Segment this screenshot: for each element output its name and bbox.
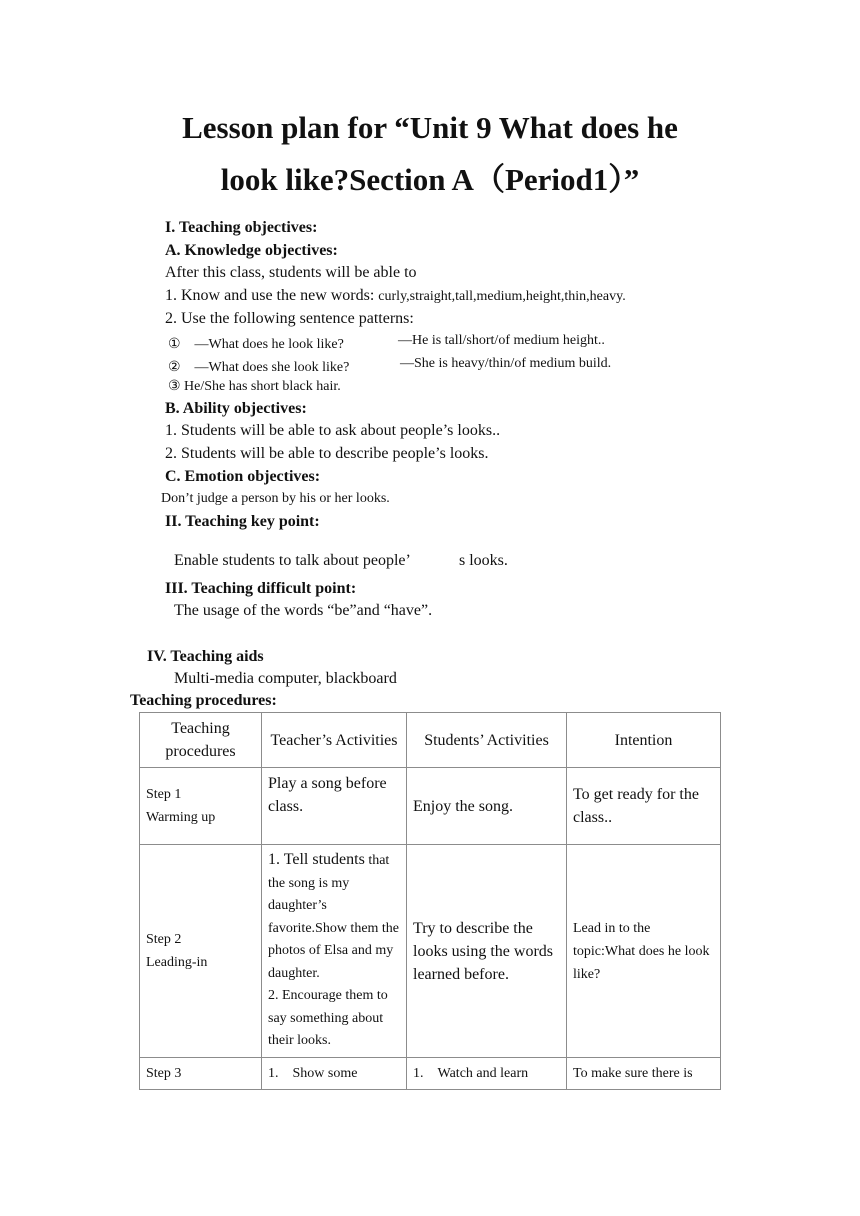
ability-heading: B. Ability objectives: [165,400,307,417]
table-row [140,768,721,845]
intention: Lead in to the topic:What does he look like? [567,845,721,1058]
key-point-text-a: Enable students to talk about people’ [174,552,411,569]
step-label: Step 1 [146,787,182,802]
knowledge-item-2: 2. Use the following sentence patterns: [165,310,414,327]
step-cell [140,845,262,1058]
knowledge-item-1-main: 1. Know and use the new words: [165,287,379,304]
new-words: curly,straight,tall,medium,height,thin,heavy. [378,289,626,304]
step-cell [140,768,262,845]
pattern-1-answer: —He is tall/short/of medium height.. [398,333,605,348]
objectives-intro: After this class, students will be able to [165,264,417,281]
table-row [140,845,721,1058]
difficult-point-heading: III. Teaching difficult point: [165,580,357,597]
ability-2: 2. Students will be able to describe people’s looks. [165,445,489,462]
teacher-activity [262,845,407,1058]
pattern-2-question: ② —What does she look like? [168,360,350,375]
pattern-1-question: ① —What does he look like? [168,337,344,352]
ability-1: 1. Students will be able to ask about people’s looks.. [165,422,501,439]
teacher-activity-1-lead: 1. Tell students [268,851,365,869]
teacher-activity-1 [268,849,400,985]
stage-label: Warming up [146,810,216,825]
teacher-activity-1-rest: that the song is my daughter’s favorite.Show them the photos of Elsa and my daughter. [268,853,400,981]
difficult-point-text: The usage of the words “be”and “have”. [174,602,433,619]
title-line-2: look like?Section A（Period1）” [220,162,640,197]
header-procedures: Teaching procedures [140,713,262,768]
step-label: Step 3 [140,1058,262,1090]
intention: To make sure there is [567,1058,721,1090]
key-point-heading: II. Teaching key point: [165,513,320,530]
table-row [140,1058,721,1090]
header-teacher: Teacher’s Activities [262,713,407,768]
knowledge-heading: A. Knowledge objectives: [165,242,338,259]
aids-heading: IV. Teaching aids [147,648,264,665]
pattern-2-answer: —She is heavy/thin/of medium build. [400,356,612,371]
emotion-text: Don’t judge a person by his or her looks. [161,491,390,506]
pattern-3: ③ He/She has short black hair. [168,379,341,394]
knowledge-item-1 [165,287,626,305]
emotion-heading: C. Emotion objectives: [165,468,321,485]
students-activity: 1. Watch and learn [407,1058,567,1090]
table-header-row [140,713,721,768]
key-point-text-b: s looks. [459,552,508,569]
students-activity: Enjoy the song. [407,768,567,845]
aids-text: Multi-media computer, blackboard [174,670,397,687]
teacher-activity: 1. Show some [262,1058,407,1090]
step-label: Step 2 [146,932,182,947]
objectives-heading: I. Teaching objectives: [165,219,318,236]
header-students: Students’ Activities [407,713,567,768]
teacher-activity: Play a song before class. [262,768,407,845]
procedures-heading: Teaching procedures: [130,692,277,709]
students-activity: Try to describe the looks using the words learned before. [407,845,567,1058]
procedures-table [139,712,721,1090]
header-intention: Intention [567,713,721,768]
teacher-activity-2: 2. Encourage them to say something about their looks. [268,988,388,1049]
title-line-1: Lesson plan for “Unit 9 What does he [182,110,678,145]
intention: To get ready for the class.. [567,768,721,845]
stage-label: Leading-in [146,955,208,970]
